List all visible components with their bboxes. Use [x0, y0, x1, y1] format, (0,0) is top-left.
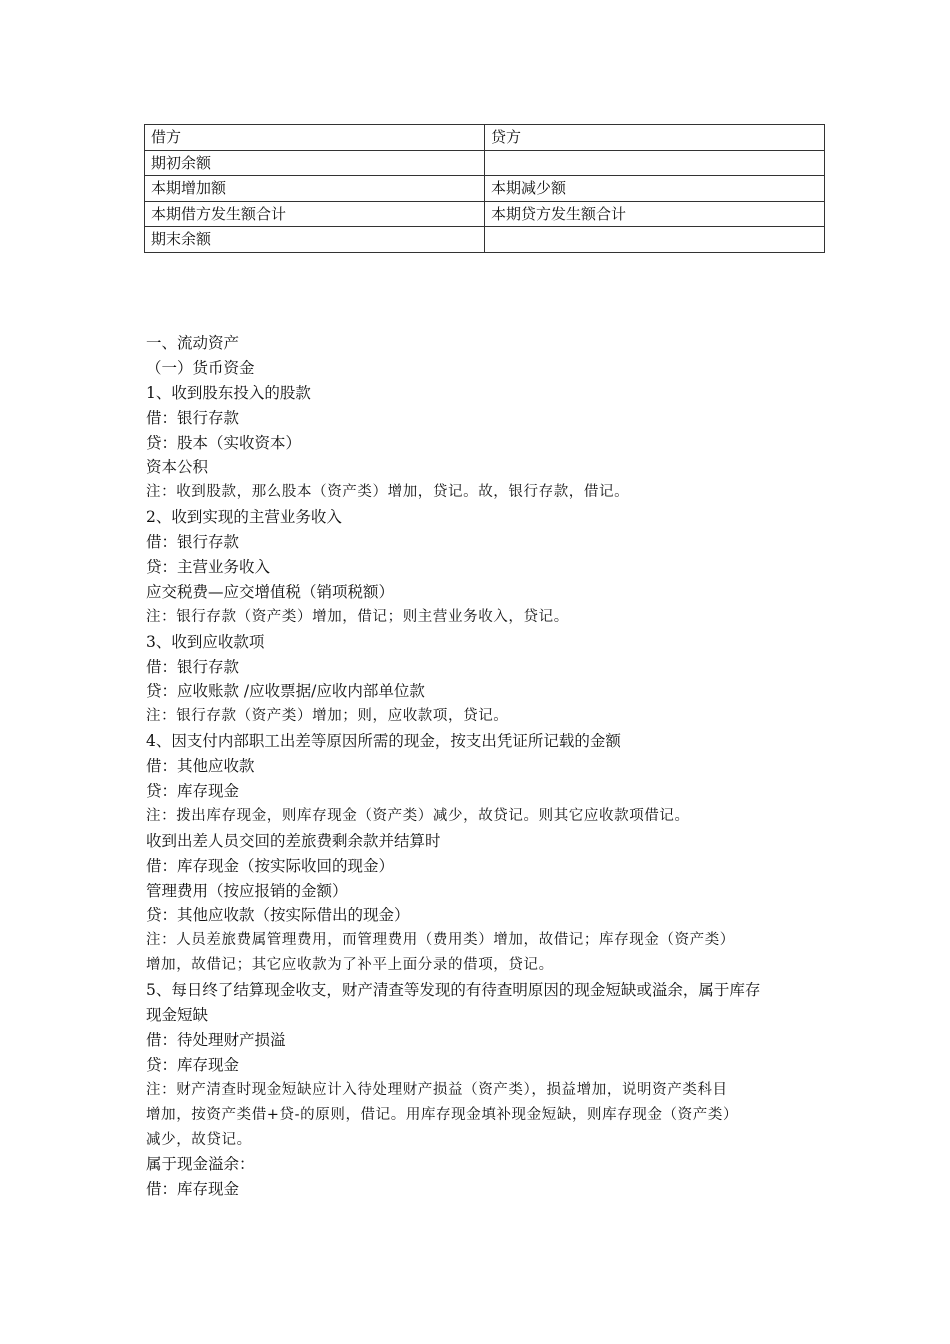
- ledger-account-table: [144, 124, 825, 253]
- text-line: 收到出差人员交回的差旅费剩余款并结算时: [146, 831, 441, 850]
- debit-cell: 本期借方发生额合计: [145, 201, 485, 227]
- credit-cell: 本期减少额: [485, 176, 825, 202]
- credit-cell: [485, 150, 825, 176]
- text-line: 借：银行存款: [146, 533, 240, 552]
- text-line: 借：库存现金（按实际收回的现金）: [146, 856, 395, 875]
- text-line: 3、收到应收款项: [146, 632, 265, 651]
- text-line: 贷：应收账款 /应收票据/应收内部单位款: [146, 682, 425, 701]
- note-line: 注：银行存款（资产类）增加，借记；则主营业务收入，贷记。: [146, 608, 569, 625]
- text-line: 贷：其他应收款（按实际借出的现金）: [146, 906, 410, 925]
- text-line: 5、每日终了结算现金收支，财产清查等发现的有待查明原因的现金短缺或溢余，属于库存: [146, 981, 761, 1000]
- text-line: 一、流动资产: [146, 334, 240, 352]
- debit-cell: 期初余额: [145, 150, 485, 176]
- text-line: 贷：库存现金: [146, 782, 240, 801]
- debit-cell: 本期增加额: [145, 176, 485, 202]
- ledger-row: [145, 150, 825, 176]
- text-line: 借：待处理财产损溢: [146, 1030, 286, 1049]
- debit-cell: 期末余额: [145, 227, 485, 253]
- credit-cell: [485, 227, 825, 253]
- ledger-header-row: [145, 125, 825, 151]
- note-line: 减少，故贷记。: [146, 1131, 252, 1148]
- text-line: 2、收到实现的主营业务收入: [146, 508, 342, 527]
- text-line: 贷：主营业务收入: [146, 558, 271, 577]
- note-line: 注：拨出库存现金，则库存现金（资产类）减少，故贷记。则其它应收款项借记。: [146, 807, 690, 824]
- text-line: 资本公积: [146, 458, 209, 477]
- text-line: 借：银行存款: [146, 408, 240, 427]
- text-line: 借：其他应收款: [146, 757, 255, 776]
- note-line: 注：收到股款，那么股本（资产类）增加，贷记。故，银行存款，借记。: [146, 484, 630, 501]
- text-line: 属于现金溢余：: [146, 1155, 255, 1174]
- text-line: （一）货币资金: [146, 358, 255, 377]
- text-line: 借：库存现金: [146, 1180, 240, 1199]
- note-line: 注：财产清查时现金短缺应计入待处理财产损益（资产类），损益增加，说明资产类科目: [146, 1081, 728, 1098]
- credit-cell: 本期贷方发生额合计: [485, 201, 825, 227]
- text-line: 应交税费—应交增值税（销项税额）: [146, 582, 395, 601]
- ledger-row: [145, 176, 825, 202]
- document-body: [146, 331, 826, 1202]
- text-line: 1、收到股东投入的股款: [146, 383, 311, 402]
- debit-cell: 借方: [145, 125, 485, 151]
- note-line: 增加，按资产类借+贷-的原则，借记。用库存现金填补现金短缺，则库存现金（资产类）: [146, 1106, 739, 1123]
- credit-cell: 贷方: [485, 125, 825, 151]
- text-line: 借：银行存款: [146, 657, 240, 676]
- text-line: 4、因支付内部职工出差等原因所需的现金，按支出凭证所记载的金额: [146, 732, 621, 751]
- text-line: 现金短缺: [146, 1006, 209, 1025]
- note-line: 增加，故借记；其它应收款为了补平上面分录的借项，贷记。: [146, 957, 554, 974]
- text-line: 贷：股本（实收资本）: [146, 433, 302, 452]
- text-line: 管理费用（按应报销的金额）: [146, 881, 348, 900]
- ledger-row: [145, 201, 825, 227]
- note-line: 注：银行存款（资产类）增加；则，应收款项，贷记。: [146, 708, 509, 725]
- note-line: 注：人员差旅费属管理费用，而管理费用（费用类）增加，故借记；库存现金（资产类）: [146, 932, 735, 949]
- text-line: 贷：库存现金: [146, 1055, 240, 1074]
- ledger-row: [145, 227, 825, 253]
